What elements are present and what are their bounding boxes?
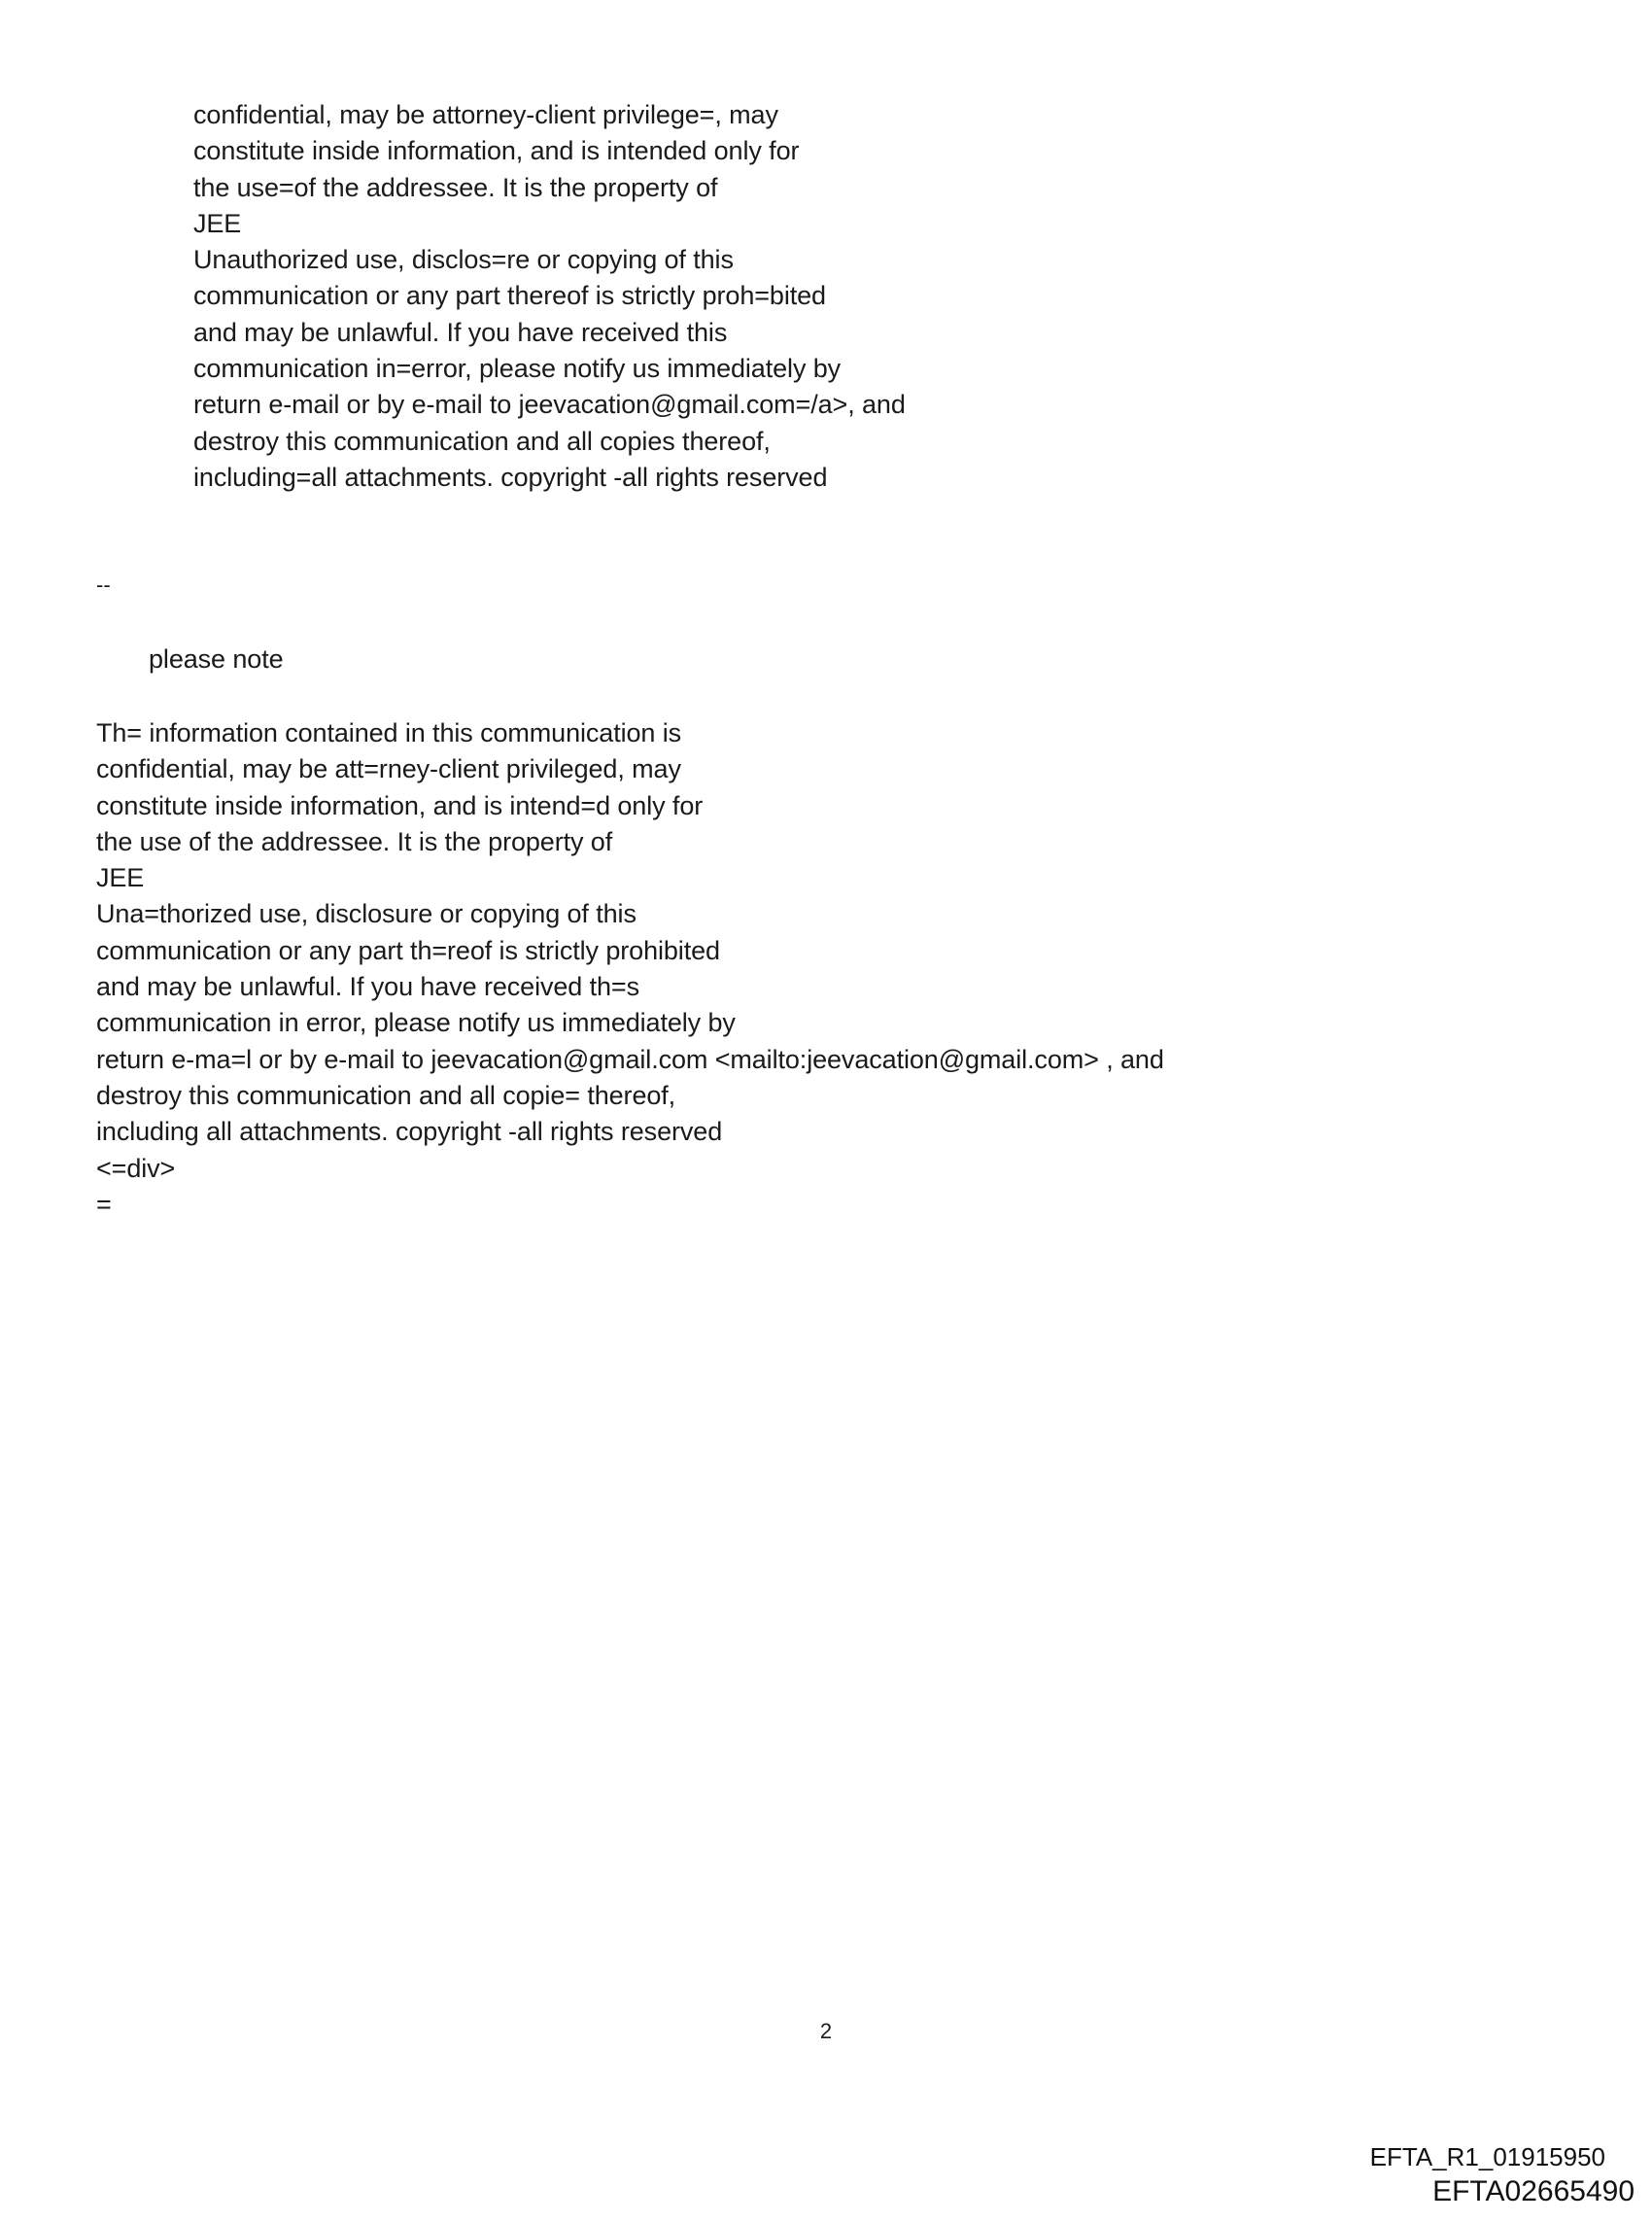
body-line: and may be unlawful. If you have received th=s xyxy=(96,972,639,1002)
quoted-line: and may be unlawful. If you have received this xyxy=(193,317,728,347)
quoted-line: return e-mail or by e-mail to jeevacation@gmail.com=/a>, and xyxy=(193,390,906,420)
quoted-line: communication or any part thereof is strictly proh=bited xyxy=(193,281,826,311)
body-line: constitute inside information, and is intend=d only for xyxy=(96,790,704,820)
body-line: JEE xyxy=(96,863,145,893)
body-line: <=div> xyxy=(96,1153,176,1183)
quoted-line: Unauthorized use, disclos=re or copying of this xyxy=(193,245,734,275)
quoted-line: the use=of the addressee. It is the property of xyxy=(193,172,718,202)
body-line: communication or any part th=reof is strictly prohibited xyxy=(96,935,720,965)
body-line: confidential, may be att=rney-client privileged, may xyxy=(96,754,681,784)
body-line: communication in error, please notify us immediately by xyxy=(96,1008,736,1038)
quoted-line: destroy this communication and all copies thereof, xyxy=(193,426,771,456)
note-heading-text: please note xyxy=(149,644,284,674)
disclaimer-block xyxy=(96,715,1164,1223)
quoted-line: constitute inside information, and is intended only for xyxy=(193,136,800,166)
bates-number-primary: EFTA_R1_01915950 xyxy=(1369,2142,1605,2171)
quoted-line: communication in=error, please notify us immediately by xyxy=(193,354,842,384)
page-number: 2 xyxy=(819,2019,833,2043)
body-line: including all attachments. copyright -all rights reserved xyxy=(96,1117,723,1147)
body-line: return e-ma=l or by e-mail to jeevacation@gmail.com <mailto:jeevacation@gmail.com> , and xyxy=(96,1044,1164,1074)
body-line: the use of the addressee. It is the property of xyxy=(96,826,613,856)
quoted-line: including=all attachments. copyright -all rights reserved xyxy=(193,462,828,492)
body-line: Th= information contained in this communication is xyxy=(96,718,682,747)
note-heading xyxy=(149,642,284,677)
body-line: destroy this communication and all copie= thereof, xyxy=(96,1080,676,1110)
body-line: = xyxy=(96,1189,112,1219)
quoted-line: JEE xyxy=(193,208,242,238)
quoted-disclaimer-block xyxy=(193,97,906,496)
body-line: Una=thorized use, disclosure or copying of this xyxy=(96,899,637,929)
signature-separator: -- xyxy=(96,573,111,597)
bates-number-secondary: EFTA02665490 xyxy=(1432,2175,1635,2207)
quoted-line: confidential, may be attorney-client privilege=, may xyxy=(193,100,778,129)
